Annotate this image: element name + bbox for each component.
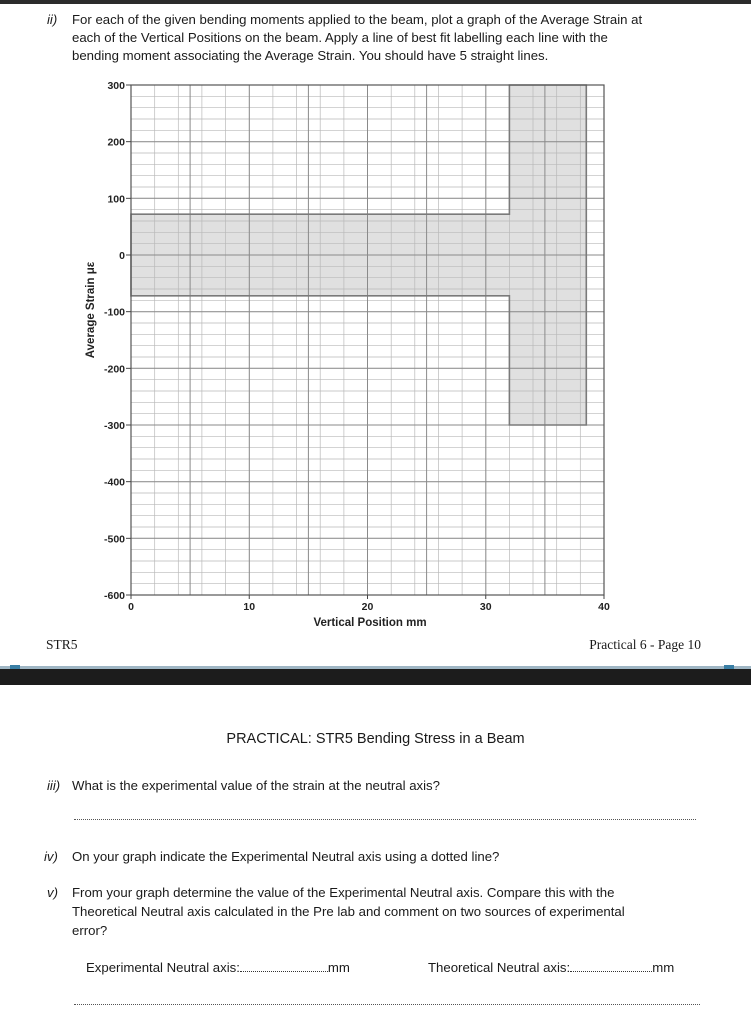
y-tick-label: -300 xyxy=(103,420,125,432)
x-tick-label: 20 xyxy=(361,601,374,613)
question-v-line-2: Theoretical Neutral axis calculated in the Pre lab and comment on two sources of experimental xyxy=(72,904,625,919)
theoretical-blank[interactable] xyxy=(570,961,652,972)
practical-title: PRACTICAL: STR5 Bending Stress in a Beam xyxy=(226,731,525,747)
y-tick-label: 100 xyxy=(107,193,125,206)
x-tick-label: 40 xyxy=(598,601,610,613)
y-tick-labels xyxy=(104,80,131,602)
question-ii-line-2: each of the Vertical Positions on the beam. Apply a line of best fit labelling each line with the xyxy=(72,30,608,45)
question-v-line-1: From your graph determine the value of the Experimental Neutral axis. Compare this with the xyxy=(72,885,615,900)
theoretical-unit: mm xyxy=(652,960,675,975)
x-tick-label: 30 xyxy=(479,601,492,613)
theoretical-answer xyxy=(428,959,674,977)
answer-line-iii xyxy=(74,819,696,820)
theoretical-label: Theoretical Neutral axis: xyxy=(428,960,571,975)
page-separator-bar xyxy=(0,669,751,685)
question-iii-text: What is the experimental value of the strain at the neutral axis? xyxy=(72,778,440,793)
y-axis-label: Average Strain με xyxy=(85,261,97,359)
experimental-unit: mm xyxy=(327,960,350,975)
question-v-number: v) xyxy=(47,885,58,900)
question-iii xyxy=(0,777,751,797)
neutral-axis-answers xyxy=(0,959,751,979)
y-tick-label: -600 xyxy=(103,590,125,602)
y-tick-label: 200 xyxy=(107,136,125,149)
x-axis-label: Vertical Position mm xyxy=(313,617,427,629)
y-tick-label: -400 xyxy=(103,476,125,489)
question-v-line-3: error? xyxy=(72,923,108,938)
y-tick-label: -100 xyxy=(103,306,125,319)
question-v xyxy=(0,884,751,940)
answer-line-v xyxy=(74,1004,700,1005)
footer-right: Practical 6 - Page 10 xyxy=(589,637,701,652)
y-tick-label: -200 xyxy=(103,363,125,376)
question-iii-number: iii) xyxy=(47,778,61,793)
y-tick-label: -500 xyxy=(103,533,125,546)
experimental-blank[interactable] xyxy=(240,961,328,972)
y-tick-label: 300 xyxy=(107,80,125,92)
x-tick-label: 10 xyxy=(243,601,256,613)
x-tick-label: 0 xyxy=(128,601,134,613)
footer-left: STR5 xyxy=(46,637,78,652)
question-iv-number: iv) xyxy=(44,849,58,864)
question-iv-text: On your graph indicate the Experimental Neutral axis using a dotted line? xyxy=(72,849,500,864)
question-iv xyxy=(0,848,751,868)
y-tick-label: 0 xyxy=(119,250,125,262)
experimental-answer xyxy=(86,959,350,977)
question-ii-number: ii) xyxy=(47,12,58,27)
question-ii-line-1: For each of the given bending moments applied to the beam, plot a graph of the Average Strain at xyxy=(72,12,643,27)
x-tick-labels xyxy=(128,595,610,613)
question-ii-line-3: bending moment associating the Average Strain. You should have 5 straight lines. xyxy=(72,48,549,63)
experimental-label: Experimental Neutral axis: xyxy=(86,960,240,975)
